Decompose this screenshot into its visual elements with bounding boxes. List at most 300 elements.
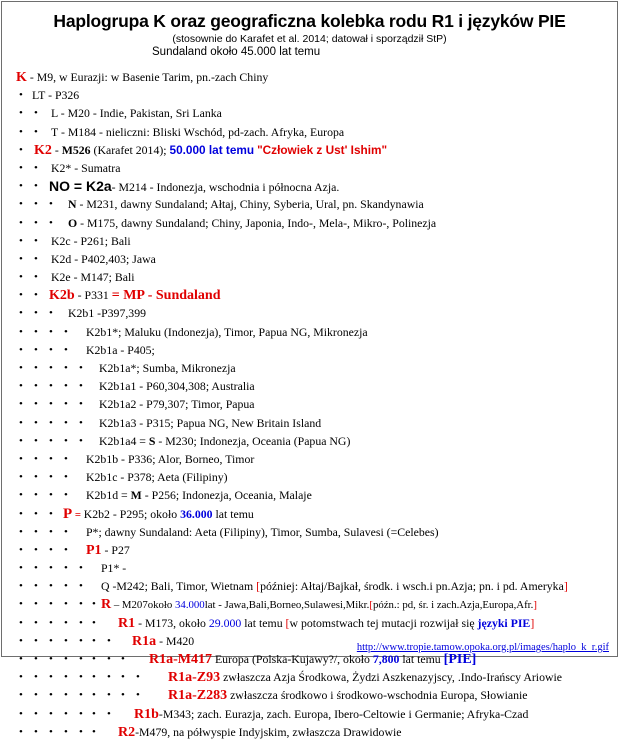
tree-row-segment: = (72, 508, 84, 521)
tree-row-segment: lat temu (241, 615, 286, 630)
sundaland-note: Sundaland około 45.000 lat temu (152, 46, 321, 58)
bullet-marker: • (19, 107, 23, 120)
tree-row (2, 268, 617, 286)
tree-row-text (68, 304, 146, 322)
diagram-frame (1, 1, 618, 740)
bullet-marker: • (19, 125, 23, 138)
bullet-marker: • (49, 634, 53, 647)
bullet-marker: • (34, 234, 38, 247)
bullet-marker: • (79, 689, 83, 702)
tree-row-segment: 29.000 (208, 615, 242, 630)
bullet-marker: • (19, 307, 23, 320)
bullet-marker: • (92, 598, 96, 611)
bullet-marker: • (107, 634, 111, 647)
bullet-marker: • (19, 289, 23, 302)
bullet-marker: • (136, 671, 140, 684)
tree-row-text (99, 359, 236, 377)
bullet-marker: • (79, 434, 83, 447)
bullet-marker: • (79, 362, 83, 374)
tree-row-segment: zwłaszcza środkowo i środkowo-wschodnia Europa, Słowianie (227, 688, 528, 703)
bullet-marker: • (49, 380, 53, 393)
bullet-marker: • (49, 725, 53, 738)
bullet-marker: • (64, 653, 68, 665)
bullet-marker: • (34, 289, 38, 302)
bullet-marker: • (19, 525, 23, 538)
tree-row-segment: - P256; Indonezja, Oceania, Malaje (141, 488, 312, 503)
tree-row-segment: N (68, 197, 77, 212)
tree-row-segment: S (148, 433, 156, 448)
bullet-marker: • (19, 380, 23, 393)
tree-row-segment: [ (256, 579, 261, 594)
tree-row-segment: - P27 (101, 542, 130, 557)
tree-row (2, 559, 617, 577)
tree-row-segment: - (51, 142, 62, 157)
tree-row-segment: ] (563, 579, 568, 594)
bullet-marker: • (49, 307, 53, 320)
bullet-marker: • (49, 452, 53, 465)
tree-row (2, 432, 617, 450)
bullet-marker: • (49, 653, 53, 665)
tree-row-text (99, 432, 350, 450)
bullet-marker: • (34, 616, 38, 629)
bullet-marker: • (79, 616, 83, 629)
bullet-marker: • (34, 161, 38, 174)
tree-row-segment: R2 (118, 724, 136, 740)
bullet-marker: • (19, 325, 23, 338)
bullet-marker: • (34, 434, 38, 447)
tree-row-segment: O (68, 215, 78, 230)
tree-row (2, 686, 617, 704)
tree-row-text (168, 686, 528, 705)
tree-row (2, 723, 617, 741)
tree-row-text (99, 395, 255, 413)
tree-row-text (99, 377, 255, 395)
source-url-link[interactable]: http://www.tropie.tamow.opoka.org.pl/images/haplo_k_r.gif (356, 642, 609, 653)
tree-row (2, 123, 617, 141)
bullet-marker: • (49, 489, 53, 502)
bullet-marker: • (64, 598, 68, 611)
bullet-marker: • (136, 689, 140, 702)
tree-row-text (86, 523, 439, 541)
bullet-marker: • (34, 598, 38, 611)
tree-row-segment: P1* - (101, 561, 127, 576)
tree-row-text (63, 505, 254, 524)
tree-row-segment: [ (285, 615, 290, 630)
tree-row-segment: około (147, 599, 176, 612)
bullet-marker: • (34, 107, 38, 120)
bullet-marker: • (121, 689, 125, 702)
tree-row-text (49, 286, 220, 305)
tree-row-segment: późn.: pd, śr. i zach.Azja,Europa,Afr. (372, 599, 534, 612)
bullet-marker: • (49, 325, 53, 338)
tree-row-text (86, 341, 155, 359)
bullet-marker: • (34, 689, 38, 702)
tree-row-segment: Europa (Polska-Kujawy?/, około (212, 652, 373, 666)
tree-row-segment: 34.000 (175, 599, 205, 612)
bullet-marker: • (49, 580, 53, 593)
tree-row-segment: [PIE] (443, 652, 477, 667)
bullet-marker: • (19, 689, 23, 702)
bullet-marker: • (107, 689, 111, 702)
bullet-marker: • (79, 380, 83, 393)
tree-row-segment: P*; dawny Sundaland: Aeta (Filipiny), Timor, Sumba, Sulavesi (=Celebes) (86, 524, 439, 539)
tree-row (2, 614, 617, 632)
tree-row-text (68, 214, 436, 232)
bullet-marker: • (64, 362, 68, 374)
tree-row (2, 141, 617, 159)
tree-row-segment: języki PIE (477, 615, 531, 630)
tree-row-segment: (Karafet 2014); (90, 142, 170, 157)
tree-row-segment: lat temu (399, 652, 444, 666)
bullet-marker: • (49, 543, 53, 556)
bullet-marker: • (19, 252, 23, 265)
header (2, 11, 617, 46)
bullet-marker: • (34, 271, 38, 284)
bullet-marker: • (64, 525, 68, 538)
tree-row-text (168, 668, 562, 687)
tree-row-segment: NO = K2a (49, 178, 112, 195)
tree-row (2, 450, 617, 468)
tree-row (2, 359, 617, 377)
tree-row (2, 195, 617, 213)
tree-row-segment: K2c - P261; Bali (51, 233, 131, 248)
tree-row-segment: w potomstwach tej mutacji rozwijał się (289, 615, 478, 630)
tree-row (2, 523, 617, 541)
bullet-marker: • (34, 362, 38, 374)
bullet-marker: • (64, 634, 68, 647)
bullet-marker: • (49, 434, 53, 447)
bullet-marker: • (34, 580, 38, 593)
haplogroup-tree (2, 68, 617, 741)
bullet-marker: • (19, 143, 23, 156)
bullet-marker: • (79, 707, 83, 720)
tree-row-segment: - M175, dawny Sundaland; Chiny, Japonia, Indo-, Mela-, Mikro-, Polinezja (77, 215, 437, 230)
bullet-marker: • (79, 598, 83, 611)
tree-row-segment: - M9, w Eurazji: w Basenie Tarim, pn.-zach Chiny (26, 70, 269, 84)
tree-row (2, 304, 617, 322)
tree-row-segment: K2b1a*; Sumba, Mikronezja (99, 361, 236, 375)
tree-row-segment: P1 (86, 542, 102, 558)
tree-row (2, 505, 617, 523)
bullet-marker: • (19, 471, 23, 484)
tree-row-segment: K2b1a2 - P79,307; Timor, Papua (99, 397, 255, 412)
tree-row (2, 286, 617, 304)
bullet-marker: • (49, 398, 53, 411)
bullet-marker: • (34, 198, 38, 211)
tree-row (2, 414, 617, 432)
tree-row-segment: ] (530, 615, 535, 630)
bullet-marker: • (19, 161, 23, 174)
tree-row-segment: ] (533, 599, 537, 612)
tree-row-text (34, 141, 387, 160)
bullet-marker: • (64, 452, 68, 465)
bullet-marker: • (121, 671, 125, 684)
bullet-marker: • (92, 653, 96, 665)
tree-row-segment: K2* - Sumatra (51, 160, 121, 175)
bullet-marker: • (34, 507, 38, 520)
bullet-marker: • (19, 452, 23, 465)
tree-row-text (101, 559, 126, 577)
tree-row-segment: K2b2 - P295; około (83, 506, 181, 521)
tree-row-text (51, 159, 120, 177)
bullet-marker: • (19, 489, 23, 502)
tree-row-segment: lat temu (212, 506, 254, 521)
tree-row-text (86, 541, 130, 560)
tree-row-text (32, 86, 79, 104)
tree-row (2, 177, 617, 195)
bullet-marker: • (19, 653, 23, 665)
bullet-marker: • (19, 598, 23, 611)
bullet-marker: • (64, 580, 68, 593)
bullet-marker: • (19, 216, 23, 229)
tree-row-text (99, 414, 321, 432)
bullet-marker: • (34, 307, 38, 320)
bullet-marker: • (64, 398, 68, 411)
tree-row-text (134, 705, 528, 724)
bullet-marker: • (49, 507, 53, 520)
tree-row-segment: M (130, 488, 142, 503)
bullet-marker: • (64, 416, 68, 429)
tree-row (2, 395, 617, 413)
tree-row-text (51, 268, 135, 286)
bullet-marker: • (64, 325, 68, 338)
bullet-marker: • (49, 471, 53, 484)
tree-row-segment: K2e - M147; Bali (51, 270, 135, 285)
tree-row-segment: - M231, dawny Sundaland; Ałtaj, Chiny, Syberia, Ural, pn. Skandynawia (76, 197, 424, 212)
bullet-marker: • (64, 471, 68, 484)
bullet-marker: • (19, 543, 23, 556)
tree-row (2, 668, 617, 686)
bullet-marker: • (34, 525, 38, 538)
tree-row-segment: P (63, 505, 73, 522)
tree-row-segment: 50.000 lat temu (169, 142, 255, 157)
tree-row-segment: K2b1c - P378; Aeta (Filipiny) (86, 470, 228, 485)
tree-row-segment: R1 (118, 615, 136, 631)
tree-row-segment: K2b1a1 - P60,304,308; Australia (99, 379, 255, 394)
bullet-marker: • (49, 689, 53, 702)
bullet-marker: • (121, 653, 125, 665)
bullet-marker: • (34, 380, 38, 393)
tree-row-segment: K2 (34, 142, 52, 158)
bullet-marker: • (34, 252, 38, 265)
bullet-marker: • (34, 325, 38, 338)
tree-row-text (16, 68, 268, 87)
tree-row-segment: K2b1a - P405; (86, 342, 155, 357)
bullet-marker: • (49, 616, 53, 629)
tree-row-segment: R1a-M417 (149, 652, 212, 667)
tree-row-segment: później: Ałtaj/Bajkał, środk. i wsch.i pn.Azja; pn. i pd. Ameryka (260, 579, 564, 594)
tree-row-text (51, 123, 344, 141)
bullet-marker: • (19, 562, 23, 575)
bullet-marker: • (79, 653, 83, 665)
bullet-marker: • (34, 725, 38, 738)
bullet-marker: • (79, 634, 83, 647)
bullet-marker: • (19, 634, 23, 647)
tree-row-segment: K2b1*; Maluku (Indonezja), Timor, Papua NG, Mikronezja (86, 324, 368, 339)
bullet-marker: • (49, 562, 53, 575)
bullet-marker: • (19, 671, 23, 684)
bullet-marker: • (34, 471, 38, 484)
page-title: Haplogrupa K oraz geograficzna kolebka rodu R1 i języków PIE (53, 11, 566, 31)
bullet-marker: • (19, 398, 23, 411)
bullet-marker: • (19, 707, 23, 720)
tree-row-segment: K (16, 70, 27, 85)
bullet-marker: • (19, 180, 23, 193)
tree-row (2, 250, 617, 268)
bullet-marker: • (79, 398, 83, 411)
bullet-marker: • (34, 452, 38, 465)
bullet-marker: • (34, 343, 38, 356)
tree-row (2, 341, 617, 359)
bullet-marker: • (64, 380, 68, 393)
bullet-marker: • (79, 416, 83, 429)
bullet-marker: • (19, 725, 23, 738)
tree-row (2, 595, 617, 613)
tree-row-text (101, 595, 537, 614)
tree-row-text (51, 232, 131, 250)
tree-row-segment: -M479, na półwyspie Indyjskim, zwłaszcza Drawidowie (135, 724, 402, 739)
tree-row-segment: = MP - Sundaland (111, 288, 221, 304)
tree-row-segment: K2b1b - P336; Alor, Borneo, Timor (86, 451, 255, 466)
bullet-marker: • (49, 362, 53, 374)
bullet-marker: • (34, 707, 38, 720)
tree-row-text (101, 577, 568, 595)
tree-row-segment: - M214 - Indonezja, wschodnia i północna Azja. (111, 180, 340, 195)
tree-row-segment: K2b1a3 - P315; Papua NG, New Britain Island (99, 415, 322, 430)
bullet-marker: • (34, 634, 38, 647)
bullet-marker: • (64, 689, 68, 702)
tree-row-segment: -M343; zach. Eurazja, zach. Europa, Ibero-Celtowie i Germanie; Afryka-Czad (158, 706, 529, 721)
tree-row-segment: R1a-Z283 (168, 688, 228, 704)
bullet-marker: • (64, 616, 68, 629)
bullet-marker: • (19, 89, 23, 102)
tree-row-segment: K2d - P402,403; Jawa (51, 251, 156, 266)
tree-row-segment: R1a (132, 633, 157, 649)
tree-row-text (132, 632, 194, 651)
tree-row-text (86, 450, 254, 468)
tree-row-text (51, 104, 222, 122)
tree-row-segment: 7,800 (372, 652, 400, 666)
tree-row-segment: K2b (49, 288, 75, 304)
bullet-marker: • (64, 671, 68, 684)
tree-row (2, 232, 617, 250)
tree-row-segment: R1a-Z93 (168, 670, 221, 686)
tree-row-text (118, 723, 401, 742)
bullet-marker: • (92, 707, 96, 720)
bullet-marker: • (79, 580, 83, 593)
bullet-marker: • (49, 198, 53, 211)
tree-row-segment: R (101, 597, 112, 613)
bullet-marker: • (34, 180, 38, 193)
bullet-marker: • (19, 616, 23, 629)
tree-row-segment: "Człowiek z Ust' Ishim" (257, 142, 388, 157)
tree-row (2, 104, 617, 122)
bullet-marker: • (49, 598, 53, 611)
bullet-marker: • (92, 634, 96, 647)
tree-row (2, 86, 617, 104)
bullet-marker: • (34, 562, 38, 575)
bullet-marker: • (19, 434, 23, 447)
bullet-marker: • (19, 362, 23, 374)
tree-row-segment: M526 (61, 142, 91, 157)
tree-row-text (68, 195, 424, 213)
bullet-marker: • (107, 707, 111, 720)
bullet-marker: • (49, 416, 53, 429)
bullet-marker: • (19, 343, 23, 356)
bullet-marker: • (34, 653, 38, 665)
bullet-marker: • (34, 398, 38, 411)
tree-row (2, 541, 617, 559)
bullet-marker: • (49, 216, 53, 229)
tree-row-text (49, 177, 339, 196)
bullet-marker: • (49, 343, 53, 356)
bullet-marker: • (34, 671, 38, 684)
bullet-marker: • (64, 562, 68, 575)
tree-row (2, 214, 617, 232)
bullet-marker: • (107, 653, 111, 665)
tree-row (2, 159, 617, 177)
bullet-marker: • (34, 216, 38, 229)
tree-row-segment: zwłaszcza Azja Środkowa, Żydzi Aszkenazyjscy, .Indo-Irańscy Ariowie (220, 670, 563, 685)
bullet-marker: • (19, 234, 23, 247)
tree-row-segment: [ (369, 599, 373, 612)
bullet-marker: • (19, 580, 23, 593)
bullet-marker: • (79, 725, 83, 738)
tree-row (2, 68, 617, 86)
bullet-marker: • (34, 543, 38, 556)
tree-row-segment: - M230; Indonezja, Oceania (Papua NG) (155, 433, 351, 448)
bullet-marker: • (92, 689, 96, 702)
bullet-marker: • (19, 198, 23, 211)
bullet-marker: • (64, 707, 68, 720)
bullet-marker: • (107, 671, 111, 684)
bullet-marker: • (49, 671, 53, 684)
tree-row-segment: - M420 (156, 633, 195, 648)
bullet-marker: • (92, 616, 96, 629)
tree-row-segment: K2b1 -P397,399 (68, 306, 146, 321)
tree-row (2, 323, 617, 341)
bullet-marker: • (34, 125, 38, 138)
bullet-marker: • (79, 562, 83, 575)
bullet-marker: • (92, 671, 96, 684)
tree-row-segment: R1b (134, 706, 159, 722)
tree-row-segment: K2b1d = (86, 488, 131, 503)
tree-row (2, 705, 617, 723)
tree-row-text (118, 614, 534, 633)
tree-row (2, 377, 617, 395)
tree-row-text (86, 323, 368, 341)
tree-row-segment: lat - Jawa,Bali,Borneo,Sulawesi,Mikr. (204, 599, 370, 612)
tree-row (2, 486, 617, 504)
bullet-marker: • (49, 707, 53, 720)
bullet-marker: • (34, 489, 38, 502)
bullet-marker: • (64, 489, 68, 502)
tree-row-segment: K2b1a4 = (99, 433, 149, 448)
bullet-marker: • (92, 725, 96, 738)
bullet-marker: • (49, 525, 53, 538)
tree-row-segment: 36.000 (180, 506, 213, 521)
tree-row (2, 468, 617, 486)
tree-row-segment: - P331 (74, 288, 112, 303)
tree-row-segment: - M173, około (135, 615, 209, 630)
tree-row-text (86, 468, 228, 486)
bullet-marker: • (19, 507, 23, 520)
tree-row-segment: Q -M242; Bali, Timor, Wietnam (101, 579, 257, 594)
bullet-marker: • (64, 543, 68, 556)
tree-row-segment: L - M20 - Indie, Pakistan, Sri Lanka (51, 106, 222, 121)
tree-row-segment: T - M184 - nieliczni: Bliski Wschód, pd-zach. Afryka, Europa (51, 124, 345, 139)
tree-row-segment: – M207 (111, 599, 148, 612)
